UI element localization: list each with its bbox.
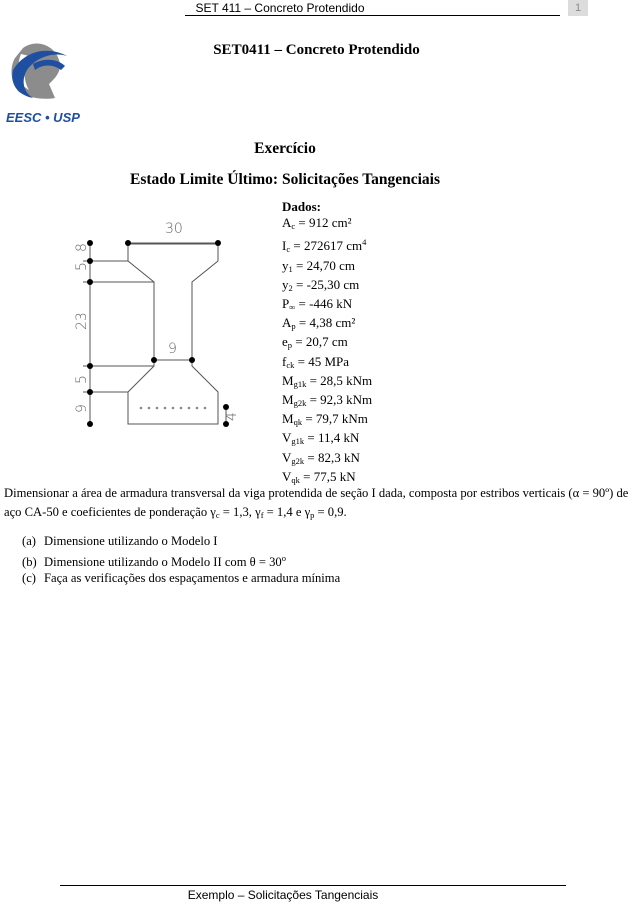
data-item: $M_{g1k} = 28,5$ kNm — [282, 372, 373, 389]
data-item: $V_{qk} = 77,5$ kN — [282, 468, 356, 485]
svg-text:9: 9 — [168, 341, 177, 357]
exercise-title: Exercício — [254, 140, 316, 157]
footer-rule — [60, 885, 566, 886]
footer-title: Exemplo – Solicitações Tangenciais — [187, 888, 379, 902]
data-item: $P_\infty = -446$ kN — [282, 296, 353, 313]
exercise-subtitle: Estado Limite Último: Solicitações Tangenciais — [130, 171, 440, 188]
svg-text:5: 5 — [74, 262, 90, 271]
svg-text:30: 30 — [165, 221, 183, 237]
data-item: $A_p = 4,38$ cm² — [282, 315, 356, 332]
page-number: 1 — [568, 0, 588, 16]
data-item: $f_{ck} = 45$ MPa — [282, 353, 350, 370]
list-item: (c) Faça as verificações dos espaçamentos e armadura mínima — [22, 571, 341, 585]
list-item: (a) Dimensione utilizando o Modelo I — [22, 534, 218, 548]
header-rule — [185, 15, 560, 16]
svg-text:5: 5 — [74, 375, 90, 384]
data-item: $M_{g2k} = 92,3$ kNm — [282, 392, 373, 409]
task-list — [22, 533, 340, 587]
data-item: $A_c = 912$ cm² — [282, 215, 352, 232]
list-item: (b) Dimensione utilizando o Modelo II com $\theta = 30^o$ — [22, 552, 286, 569]
svg-text:8: 8 — [74, 243, 90, 252]
svg-text:4: 4 — [224, 412, 240, 421]
svg-text:9: 9 — [74, 404, 90, 413]
svg-text:23: 23 — [74, 312, 90, 330]
i-beam-cross-section — [68, 215, 248, 430]
data-item: $M_{qk} = 79,7$ kNm — [282, 411, 368, 428]
data-heading: Dados: — [282, 199, 322, 214]
document-title: SET0411 – Concreto Protendido — [213, 42, 420, 58]
data-item: $y_1 = 24,70$ cm — [282, 257, 355, 274]
data-item: $e_p = 20,7$ cm — [282, 334, 348, 351]
data-item: $y_2 = -25,30$ cm — [282, 276, 360, 293]
svg-text:EESC • USP: EESC • USP — [6, 110, 80, 125]
data-list — [282, 199, 372, 488]
problem-statement: Dimensionar a área de armadura transversal da viga protendida de seção I dada, composta por estribos verticais (α = 90º) de aço CA-50 e coeficientes de ponderação $\gamma_c = 1,3$, $\gamma_f = 1,4$ e $\gamma_p = 0,9$. — [4, 486, 629, 520]
data-item: $V_{g2k} = 82,3$ kN — [282, 449, 360, 466]
data-item: $I_c = 272617$ $cm^4$ — [282, 237, 367, 255]
header-title: SET 411 – Concreto Protendido — [195, 1, 365, 15]
data-item: $V_{g1k} = 11,4$ kN — [282, 430, 360, 447]
